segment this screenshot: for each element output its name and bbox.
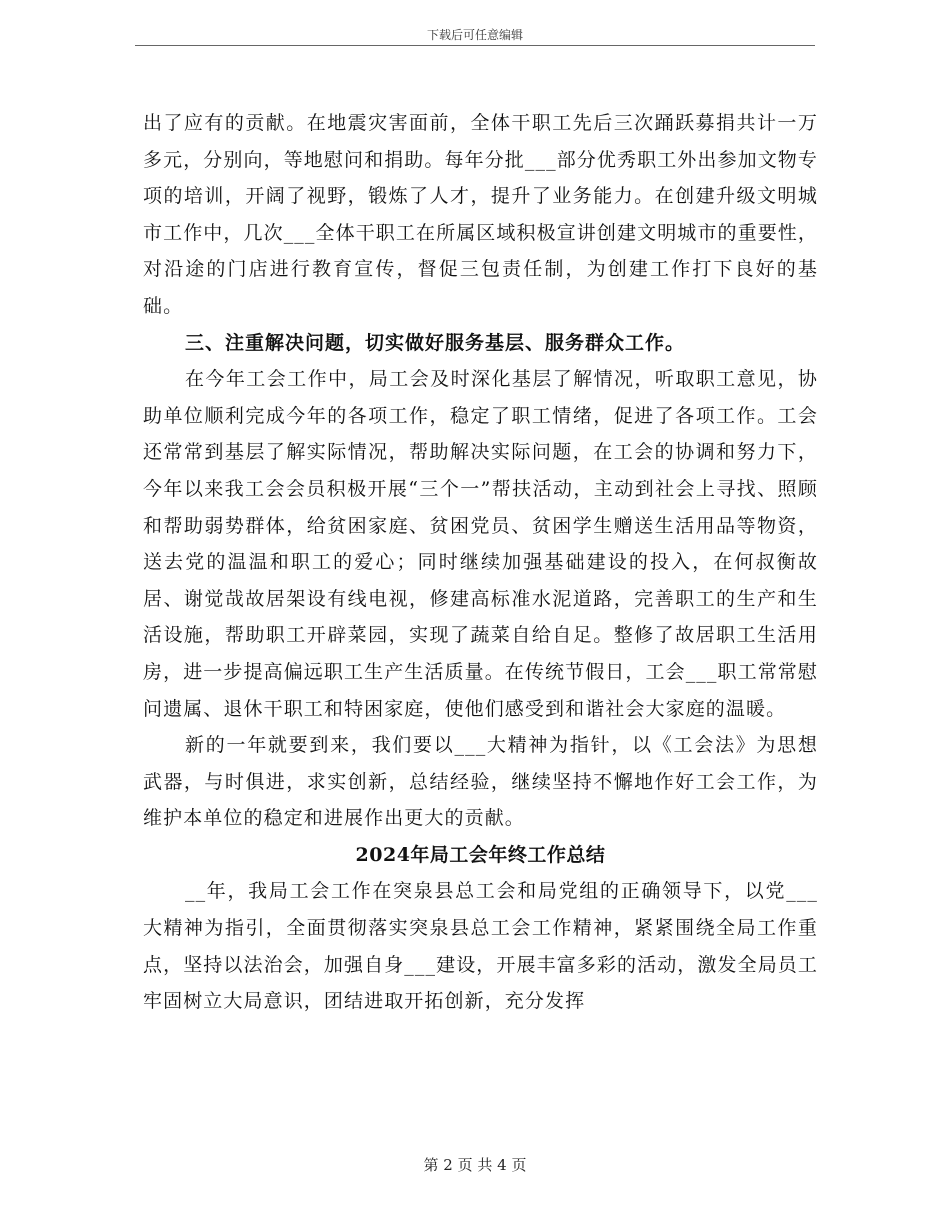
paragraph-summary-intro: __年，我局工会工作在突泉县总工会和局党组的正确领导下，以党___大精神为指引，全面贯彻落实突泉县总工会工作精神，紧紧围绕全局工作重点，坚持以法治会，加强自身___建设，开展丰富多彩的活动，激发全局员工牢固树立大局意识，团结进取开拓创新，充分发挥 (143, 880, 819, 1013)
paragraph-new-year: 新的一年就要到来，我们要以___大精神为指针，以《工会法》为思想武器，与时俱进，求实创新，总结经验，继续坚持不懈地作好工会工作，为维护本单位的稳定和进展作出更大的贡献。 (143, 734, 818, 830)
document-title-2024: 2024年局工会年终工作总结 (355, 843, 606, 866)
document-body (143, 105, 818, 1020)
paragraph-contributions: 出了应有的贡献。在地震灾害面前，全体干职工先后三次踊跃募捐共计一万多元，分别向，等地慰问和捐助。每年分批___部分优秀职工外出参加文物专项的培训，开阔了视野，锻炼了人才，提升了业务能力。在创建升级文明城市工作中，几次___全体干职工在所属区域积极宣讲创建文明城市的重要性，对沿途的门店进行教育宣传，督促三包责任制，为创建工作打下良好的基础。 (143, 112, 819, 317)
page-number: 第 2 页 共 4 页 (423, 1156, 527, 1174)
section-heading-three: 三、注重解决问题，切实做好服务基层、服务群众工作。 (185, 331, 686, 354)
page-header-note: 下载后可任意编辑 (426, 28, 523, 42)
header-divider (135, 45, 815, 46)
paragraph-union-work: 在今年工会工作中，局工会及时深化基层了解情况，听取职工意见，协助单位顺利完成今年的各项工作，稳定了职工情绪，促进了各项工作。工会还常常到基层了解实际情况，帮助解决实际问题，在工会的协调和努力下，今年以来我工会会员积极开展“三个一”帮扶活动，主动到社会上寻找、照顾和帮助弱势群体，给贫困家庭、贫困党员、贫困学生赠送生活用品等物资，送去党的温温和职工的爱心；同时继续加强基础建设的投入，在何叔衡故居、谢觉哉故居架设有线电视，修建高标准水泥道路，完善职工的生产和生活设施，帮助职工开辟菜园，实现了蔬菜自给自足。整修了故居职工生活用房，进一步提高偏远职工生产生活质量。在传统节假日，工会___职工常常慰问遗属、退休干职工和特困家庭，使他们感受到和谐社会大家庭的温暖。 (143, 368, 819, 720)
